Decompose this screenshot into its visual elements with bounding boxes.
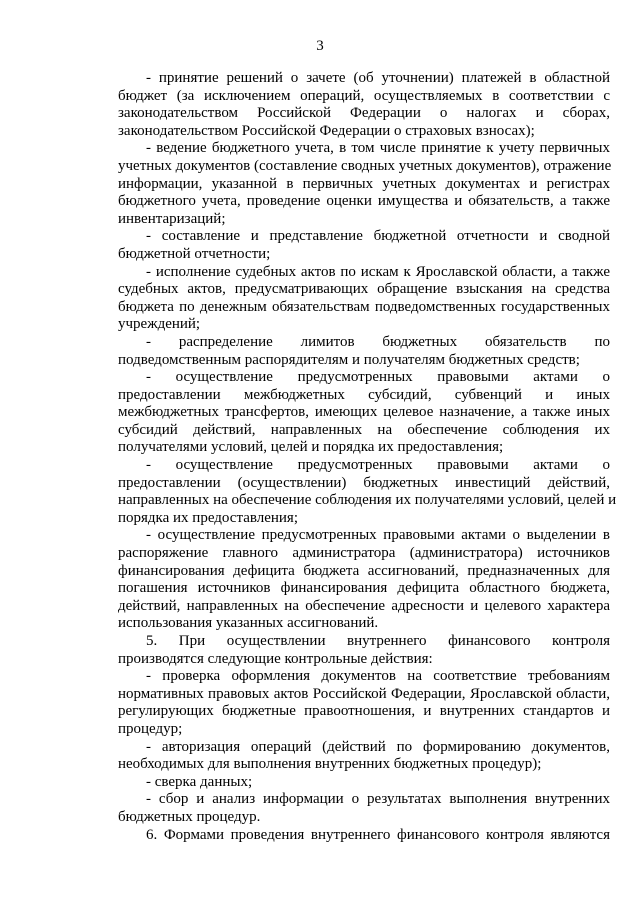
- text-line: - принятие решений о зачете (об уточнении) платежей в областной: [146, 70, 610, 86]
- text-line: - проверка оформления документов на соответствие требованиям: [146, 668, 610, 685]
- text-line: учреждений;: [118, 316, 201, 333]
- text-line: - сбор и анализ информации о результатах выполнения внутренних: [146, 791, 610, 808]
- text-line: - распределение лимитов бюджетных обязательств по: [146, 333, 610, 350]
- text-line: бюджета по денежным обязательствам подведомственных государственных: [118, 298, 610, 315]
- text-line: учетных документов (составление сводных учетных документов), отражение: [118, 157, 612, 174]
- text-line: бюджет (за исключением операций, осуществляемых в соответствии с: [118, 87, 610, 104]
- text-line: финансирования дефицита бюджета ассигнований, предназначенных для: [118, 562, 610, 579]
- text-line: бюджетных процедур.: [118, 808, 261, 825]
- text-line: - составление и представление бюджетной отчетности и сводной: [146, 228, 610, 245]
- text-line: информации, указанной в первичных учетных документах и регистрах: [118, 175, 610, 192]
- text-line: получателями условий, целей и порядка их предоставления;: [118, 439, 504, 456]
- text-line: 6. Формами проведения внутреннего финансового контроля являются: [146, 826, 610, 843]
- text-line: подведомственным распорядителям и получателям бюджетных средств;: [118, 351, 580, 368]
- text-line: - ведение бюджетного учета, в том числе принятие к учету первичных: [146, 140, 610, 157]
- text-line: распоряжение главного администратора (администратора) источников: [118, 545, 610, 562]
- text-line: предоставлении межбюджетных субсидий, субвенций и иных: [118, 386, 610, 403]
- text-line: - исполнение судебных актов по искам к Ярославской области, а также: [146, 263, 610, 280]
- text-line: законодательством Российской Федерации о страховых взносах);: [118, 122, 535, 139]
- text-line: необходимых для выполнения внутренних бюджетных процедур);: [118, 756, 542, 773]
- page-number: 3: [316, 38, 324, 54]
- text-line: направленных на обеспечение соблюдения их получателями условий, целей и: [118, 492, 617, 509]
- text-line: - авторизация операций (действий по формированию документов,: [146, 738, 610, 755]
- text-line: судебных актов, предусматривающих обращение взыскания на средства: [118, 281, 610, 298]
- text-line: - осуществление предусмотренных правовыми актами о выделении в: [146, 527, 610, 544]
- text-line: субсидий действий, направленных на обеспечение соблюдения их: [118, 421, 610, 438]
- text-line: предоставлении (осуществлении) бюджетных инвестиций действий,: [118, 474, 610, 491]
- text-line: - сверка данных;: [146, 773, 253, 790]
- text-line: - осуществление предусмотренных правовыми актами о: [146, 369, 610, 386]
- text-line: бюджетного учета, проведение оценки имущества и обязательств, а также: [118, 193, 610, 210]
- text-line: законодательством Российской Федерации о налогах и сборах,: [118, 105, 610, 122]
- document-body: [118, 70, 617, 844]
- text-line: - осуществление предусмотренных правовыми актами о: [146, 457, 610, 474]
- text-line: порядка их предоставления;: [118, 509, 298, 526]
- text-line: процедур;: [118, 720, 183, 737]
- text-line: инвентаризаций;: [118, 210, 226, 227]
- text-line: межбюджетных трансфертов, имеющих целевое назначение, а также иных: [118, 404, 610, 421]
- text-line: погашения источников финансирования дефицита областного бюджета,: [118, 580, 610, 597]
- text-line: регулирующих бюджетные правоотношения, и внутренних стандартов и: [118, 703, 610, 720]
- text-line: использования указанных ассигнований.: [118, 615, 379, 632]
- text-line: производятся следующие контрольные действия:: [118, 650, 433, 667]
- text-line: 5. При осуществлении внутреннего финансового контроля: [146, 633, 610, 649]
- text-line: бюджетной отчетности;: [118, 245, 271, 262]
- text-line: нормативных правовых актов Российской Федерации, Ярославской области,: [118, 685, 610, 702]
- text-line: действий, направленных на обеспечение адресности и целевого характера: [118, 597, 610, 614]
